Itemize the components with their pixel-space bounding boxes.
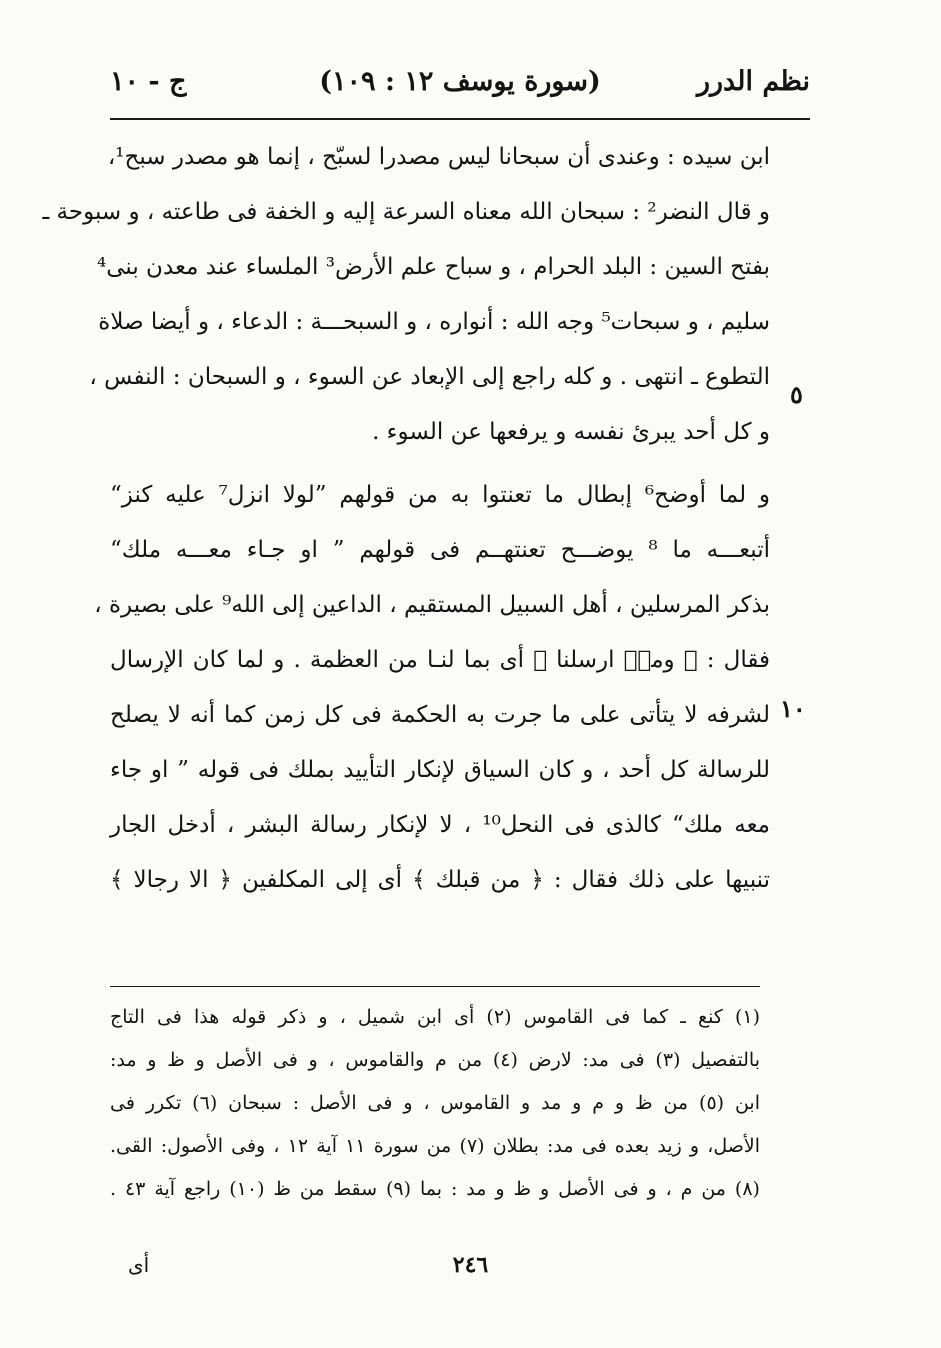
header-rule xyxy=(110,118,810,120)
text-line: أتبعـــه ما ⁸ يوضـــح تعنتهــم فى قولهم ” او جـاء معـــه ملك“ xyxy=(110,537,771,563)
line-number-5: ٥ xyxy=(790,380,803,409)
text-line: و لما أوضح⁶ إبطال ما تعنتوا به من قولهم ”لولا انزل⁷ عليه كنز“ xyxy=(110,482,771,508)
text-line: تنبيها على ذلك فقال : ﴿ من قبلك ﴾ أى إلى المكلفين ﴿ الا رجالا ﴾ xyxy=(110,867,770,893)
catchword: أى xyxy=(128,1253,150,1277)
running-header xyxy=(110,66,810,106)
text-line: بذكر المرسلين ، أهل السبيل المستقيم ، الداعين إلى الله⁹ على بصيرة ، xyxy=(94,592,770,618)
volume-number: ج - ١٠ xyxy=(110,66,187,97)
surah-reference: (سورة يوسف ١٢ : ١٠٩) xyxy=(319,66,601,97)
book-title: نظم الدرر xyxy=(696,66,810,97)
footnotes xyxy=(110,996,760,1211)
text-line: معه ملك“ كالذى فى النحل¹⁰ ، لا لإنكار رسالة البشر ، أدخل الجار xyxy=(110,812,770,838)
text-line: بفتح السين : البلد الحرام ، و سباح علم الأرض³ الملساء عند معدن بنى⁴ xyxy=(97,254,770,280)
line-number-10: ١٠ xyxy=(780,694,806,723)
text-line: لشرفه لا يتأتى على ما جرت به الحكمة فى كل زمن كما أنه لا يصلح xyxy=(110,702,770,728)
text-line: و قال النضر² : سبحان الله معناه السرعة إليه و الخفة فى طاعته ، و سبوحة ـ xyxy=(42,199,770,225)
text-line: للرسالة كل أحد ، و كان السياق لإنكار التأييد بملك فى قوله ” او جاء xyxy=(110,757,770,783)
text-line: و كل أحد يبرئ نفسه و يرفعها عن السوء . xyxy=(372,419,770,445)
footnote-line: ابن (٥) من ظ و م و مد و القاموس ، و فى الأصل : سبحان (٦) تكرر فى xyxy=(110,1092,761,1114)
text-line: فقال : ﴿ وماۤ ارسلنا ﴾ أى بما لنـا من العظمة . و لما كان الإرسال xyxy=(110,647,770,673)
text-line: التطوع ـ انتهى . و كله راجع إلى الإبعاد عن السوء ، و السبحان : النفس ، xyxy=(89,364,770,390)
main-text xyxy=(42,130,771,908)
footnote-line: الأصل، و زيد بعده فى مد: بطلان (٧) من سورة ١١ آية ١٢ ، وفى الأصول: القى. xyxy=(110,1135,761,1157)
footnote-rule xyxy=(110,986,760,987)
text-line: ابن سيده : وعندى أن سبحانا ليس مصدرا لسبّح ، إنما هو مصدر سبح¹، xyxy=(107,144,770,170)
footnote-line: (٨) من م ، و فى الأصل و ظ و مد : بما (٩) سقط من ظ (١٠) راجع آية ٤٣ . xyxy=(110,1178,760,1200)
page-number: ٢٤٦ xyxy=(452,1252,489,1278)
footnote-line: بالتفصيل (٣) فى مد: لارض (٤) من م والقاموس ، و فى الأصل و ظ و مد: xyxy=(110,1049,761,1071)
text-line: سليم ، و سبحات⁵ وجه الله : أنواره ، و السبحـــة : الدعاء ، و أيضا صلاة xyxy=(98,309,770,335)
footnote-line: (١) كنع ـ كما فى القاموس (٢) أى ابن شميل ، و ذكر قوله هذا فى التاج xyxy=(110,1006,760,1028)
